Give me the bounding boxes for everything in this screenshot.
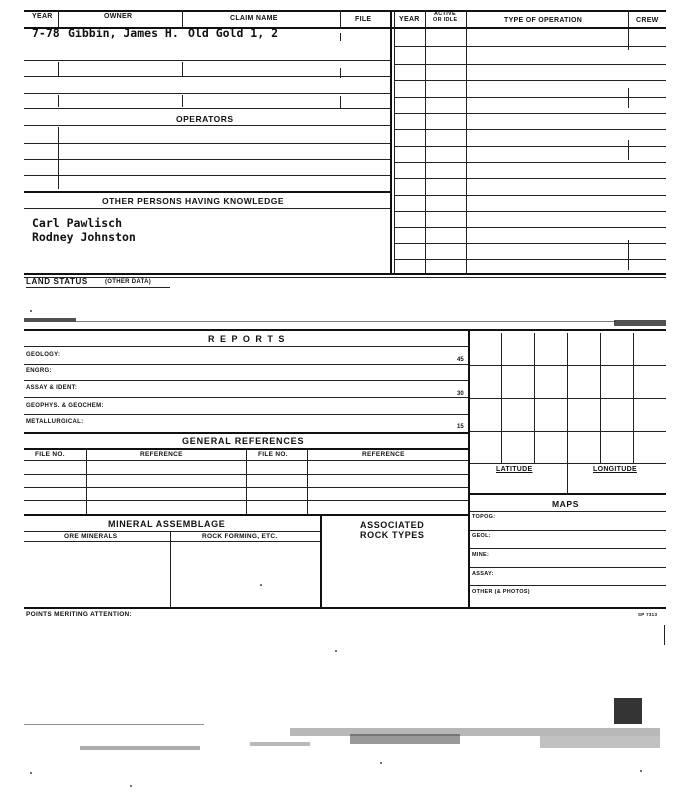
general-refs-title: GENERAL REFERENCES — [182, 436, 305, 446]
report-geology-num: 45 — [457, 357, 464, 363]
owner-row-year: 7-78 — [32, 26, 60, 40]
latitude-label: LATITUDE — [496, 466, 533, 473]
header-file: FILE — [355, 16, 372, 23]
header-or-idle: OR IDLE — [433, 17, 458, 23]
report-metallurgical: METALLURGICAL: — [26, 419, 84, 425]
map-topog: TOPOG: — [472, 514, 496, 520]
operators-title: OPERATORS — [176, 114, 234, 124]
owner-row-owner: Gibbin, James H. — [68, 26, 179, 40]
map-geol: GEOL: — [472, 533, 491, 539]
points-meriting-title: POINTS MERITING ATTENTION: — [26, 611, 133, 618]
owner-row-claim: Old Gold 1, 2 — [188, 26, 279, 40]
other-person-1: Carl Pawlisch — [32, 216, 123, 230]
header-claim-name: CLAIM NAME — [230, 15, 278, 22]
header-active: ACTIVE — [434, 11, 456, 17]
gr-file-no-1: FILE NO. — [35, 451, 65, 458]
longitude-label: LONGITUDE — [593, 466, 637, 473]
associated-line1: ASSOCIATED — [360, 520, 425, 530]
report-metallurgical-num: 15 — [457, 424, 464, 430]
gr-reference-1: REFERENCE — [140, 451, 183, 458]
maps-title: MAPS — [552, 499, 579, 509]
header-year: YEAR — [32, 13, 53, 20]
map-assay: ASSAY: — [472, 571, 494, 577]
associated-line2: ROCK TYPES — [360, 530, 425, 540]
report-assay-num: 30 — [457, 391, 464, 397]
gr-reference-2: REFERENCE — [362, 451, 405, 458]
report-geology: GEOLOGY: — [26, 352, 61, 358]
report-engrg: ENGRG: — [26, 368, 52, 374]
form-number: SP 7313 — [638, 612, 658, 617]
map-other: OTHER (& PHOTOS) — [472, 589, 530, 595]
header-type-of-operation: TYPE OF OPERATION — [504, 17, 583, 24]
land-status-sub: (OTHER DATA) — [105, 279, 152, 285]
header-crew: CREW — [636, 17, 659, 24]
other-persons-title: OTHER PERSONS HAVING KNOWLEDGE — [102, 196, 285, 206]
rock-forming-label: ROCK FORMING, ETC. — [202, 533, 278, 540]
header-activity-year: YEAR — [399, 16, 420, 23]
map-mine: MINE: — [472, 552, 490, 558]
report-assay: ASSAY & IDENT: — [26, 385, 78, 391]
report-geophys: GEOPHYS. & GEOCHEM: — [26, 403, 104, 409]
other-person-2: Rodney Johnston — [32, 230, 136, 244]
land-status-title: LAND STATUS — [26, 277, 88, 286]
header-owner: OWNER — [104, 13, 133, 20]
ore-minerals-label: ORE MINERALS — [64, 533, 118, 540]
gr-file-no-2: FILE NO. — [258, 451, 288, 458]
reports-title: R E P O R T S — [208, 334, 286, 344]
mineral-title: MINERAL ASSEMBLAGE — [108, 519, 226, 529]
